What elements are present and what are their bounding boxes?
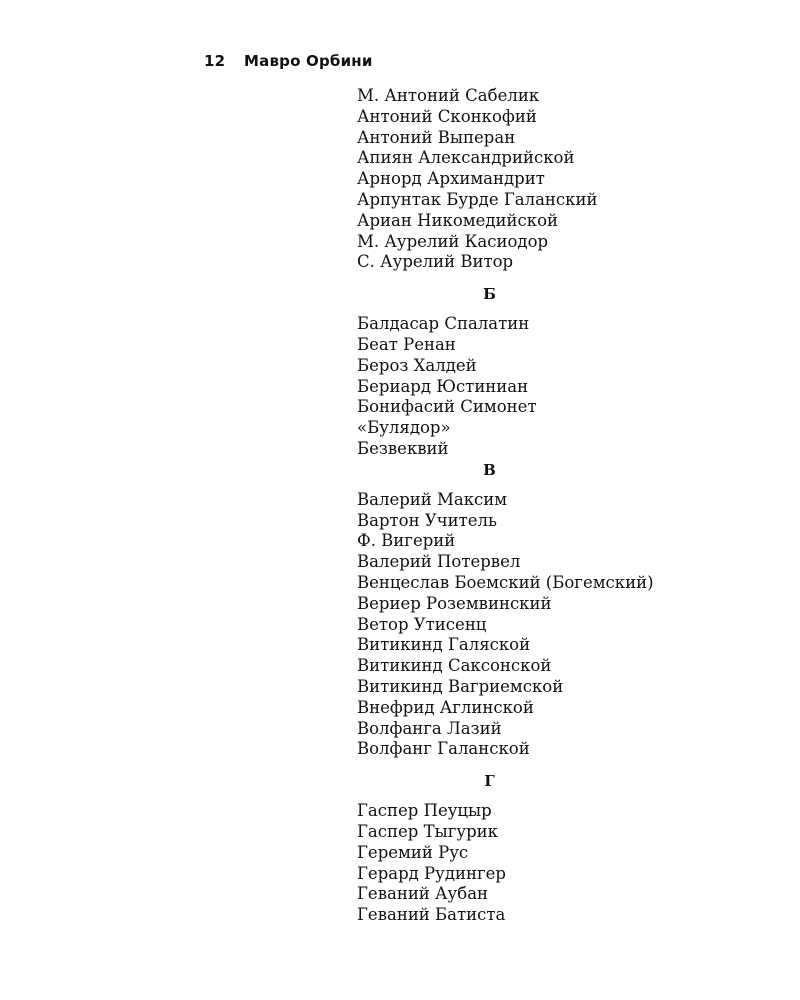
section-b [357, 314, 757, 460]
running-title: Мавро Орбини [244, 52, 373, 70]
list-item: Ветор Утисенц [357, 614, 487, 634]
list-item: Геваний Аубан [357, 884, 489, 904]
list-item: Вериер Роземвинский [357, 593, 552, 613]
list-item: Бериард Юстиниан [357, 376, 529, 396]
section-letter-g: Г [484, 772, 495, 791]
list-item: Беат Ренан [357, 334, 456, 354]
list-item: Арпунтак Бурде Галанский [357, 189, 598, 209]
list-item: Гаспер Тыгурик [357, 821, 498, 841]
list-item: Безвеквий [357, 438, 449, 458]
list-item: Венцеслав Боемский (Богемский) [357, 572, 654, 592]
list-item: Волфанга Лазий [357, 718, 502, 738]
author-list [357, 86, 757, 926]
list-item: Геремий Рус [357, 842, 469, 862]
list-item: Антоний Сконкофий [357, 106, 537, 126]
list-item: Витикинд Вагриемской [357, 676, 564, 696]
list-item: Ариан Никомедийской [357, 210, 559, 230]
list-item: Балдасар Спалатин [357, 314, 530, 334]
list-item: Антоний Выперан [357, 127, 516, 147]
section-v [357, 490, 757, 760]
section-a [357, 86, 757, 273]
list-item: «Булядор» [357, 418, 451, 438]
list-item: Вартон Учитель [357, 510, 498, 530]
list-item: Арнорд Архимандрит [357, 169, 545, 189]
list-item: Валерий Потервел [357, 552, 521, 572]
running-head [204, 52, 373, 70]
list-item: Бонифасий Симонет [357, 397, 537, 417]
section-g [357, 801, 757, 926]
list-item: С. Аурелий Витор [357, 252, 514, 272]
section-letter-v: В [483, 460, 496, 479]
list-item: М. Аурелий Касиодор [357, 231, 549, 251]
list-item: Валерий Максим [357, 489, 508, 509]
list-item: Волфанг Галанской [357, 739, 530, 759]
list-item: Ф. Вигерий [357, 531, 456, 551]
list-item: Апиян Александрийской [357, 148, 575, 168]
section-letter-b: Б [483, 285, 496, 304]
list-item: Внефрид Аглинской [357, 697, 534, 717]
list-item: Витикинд Галяской [357, 635, 531, 655]
list-item: Геваний Батиста [357, 905, 506, 925]
list-item: М. Антоний Сабелик [357, 86, 540, 105]
list-item: Герард Рудингер [357, 863, 506, 883]
page-number: 12 [204, 52, 226, 70]
list-item: Гаспер Пеуцыр [357, 801, 492, 821]
list-item: Витикинд Саксонской [357, 656, 552, 676]
list-item: Бероз Халдей [357, 355, 477, 375]
